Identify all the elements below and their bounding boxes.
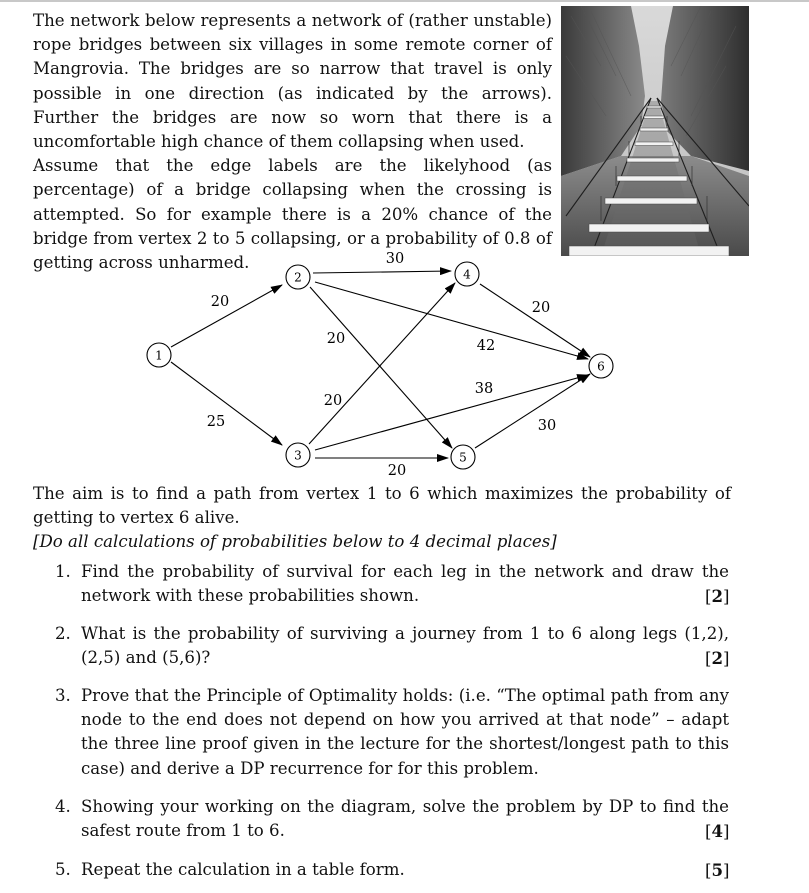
- edge-2-6: [315, 282, 588, 359]
- edge-label-1-2: 20: [210, 294, 230, 310]
- question-number: 3.: [55, 686, 71, 705]
- intro-paragraph-1: The network below represents a network of (rather unstable) rope bridges between six villages in some remote corner of Mangrovia. The bridges are so narrow that travel is only possible in one direction (as indicated by the arrows). Further the bridges are now so worn that there is a uncomfortable high chance of them collapsing when used.: [33, 11, 552, 152]
- question-number: 1.: [55, 562, 71, 581]
- top-rule: [0, 0, 809, 2]
- instruction-text: [Do all calculations of probabilities below to 4 decimal places]: [33, 532, 557, 552]
- question-number: 4.: [55, 797, 71, 816]
- edge-3-4: [309, 283, 455, 444]
- edge-label-3-6: 38: [474, 381, 494, 397]
- node-6-label: 6: [597, 359, 605, 374]
- edge-1-3: [171, 362, 282, 445]
- question-text: Showing your working on the diagram, solve the problem by DP to find the safest route from 1 to 6.: [81, 797, 729, 841]
- edge-label-3-4: 20: [323, 393, 343, 409]
- question-text: What is the probability of surviving a journey from 1 to 6 along legs (1,2), (2,5) and (5,6)?: [81, 624, 729, 668]
- node-1: [147, 343, 171, 367]
- question-marks: [4]: [705, 821, 730, 841]
- node-6: [589, 354, 613, 378]
- edge-label-1-3: 25: [206, 414, 226, 430]
- edge-label-2-6: 42: [476, 338, 496, 354]
- node-4: [455, 262, 479, 286]
- node-5-label: 5: [459, 450, 467, 465]
- node-2-label: 2: [294, 270, 302, 285]
- question-number: 2.: [55, 624, 71, 643]
- edge-4-6: [480, 284, 590, 357]
- edge-2-5: [310, 287, 452, 448]
- question-number: 5.: [55, 860, 71, 879]
- node-5: [451, 445, 475, 469]
- question-text: Prove that the Principle of Optimality holds: (i.e. “The optimal path from any node to the end does not depend on how you arrived at that node” – adapt the three line proof given in the lecture for the shortest/longest path to this case) and derive a DP recurrence for for this problem.: [81, 686, 729, 778]
- edge-label-5-6: 30: [537, 418, 557, 434]
- question-marks: [2]: [705, 586, 730, 606]
- intro-text: [33, 9, 552, 275]
- node-1-label: 1: [155, 348, 163, 363]
- question-text: Repeat the calculation in a table form.: [81, 860, 405, 879]
- aim-section: [33, 482, 731, 555]
- edge-2-4: [313, 271, 451, 273]
- question-text: Find the probability of survival for each leg in the network and draw the network with these probabilities shown.: [81, 562, 729, 606]
- question-marks: [2]: [705, 648, 730, 668]
- node-2: [286, 265, 310, 289]
- edge-label-2-4: 30: [385, 251, 405, 267]
- edge-3-6: [315, 375, 588, 450]
- node-4-label: 4: [463, 267, 471, 282]
- edge-label-2-5: 20: [326, 331, 346, 347]
- network-edges: [171, 271, 590, 458]
- edge-label-4-6: 20: [531, 300, 551, 316]
- node-3: [286, 443, 310, 467]
- aim-text: The aim is to find a path from vertex 1 to 6 which maximizes the probability of getting to vertex 6 alive.: [33, 484, 731, 528]
- network-diagram: [130, 245, 620, 475]
- rope-bridge-photo: [561, 6, 749, 256]
- node-3-label: 3: [294, 448, 302, 463]
- question-marks: [5]: [705, 860, 730, 880]
- edge-label-3-5: 20: [387, 463, 407, 475]
- intro-paragraph-2: Assume that the edge labels are the likelyhood (as percentage) of a bridge collapsing when the crossing is attempted. So for example there is a 20% chance of the bridge from vertex 2 to 5 collapsing, or a probability of 0.8 of getting across unharmed.: [33, 156, 552, 273]
- edge-labels: [207, 251, 556, 475]
